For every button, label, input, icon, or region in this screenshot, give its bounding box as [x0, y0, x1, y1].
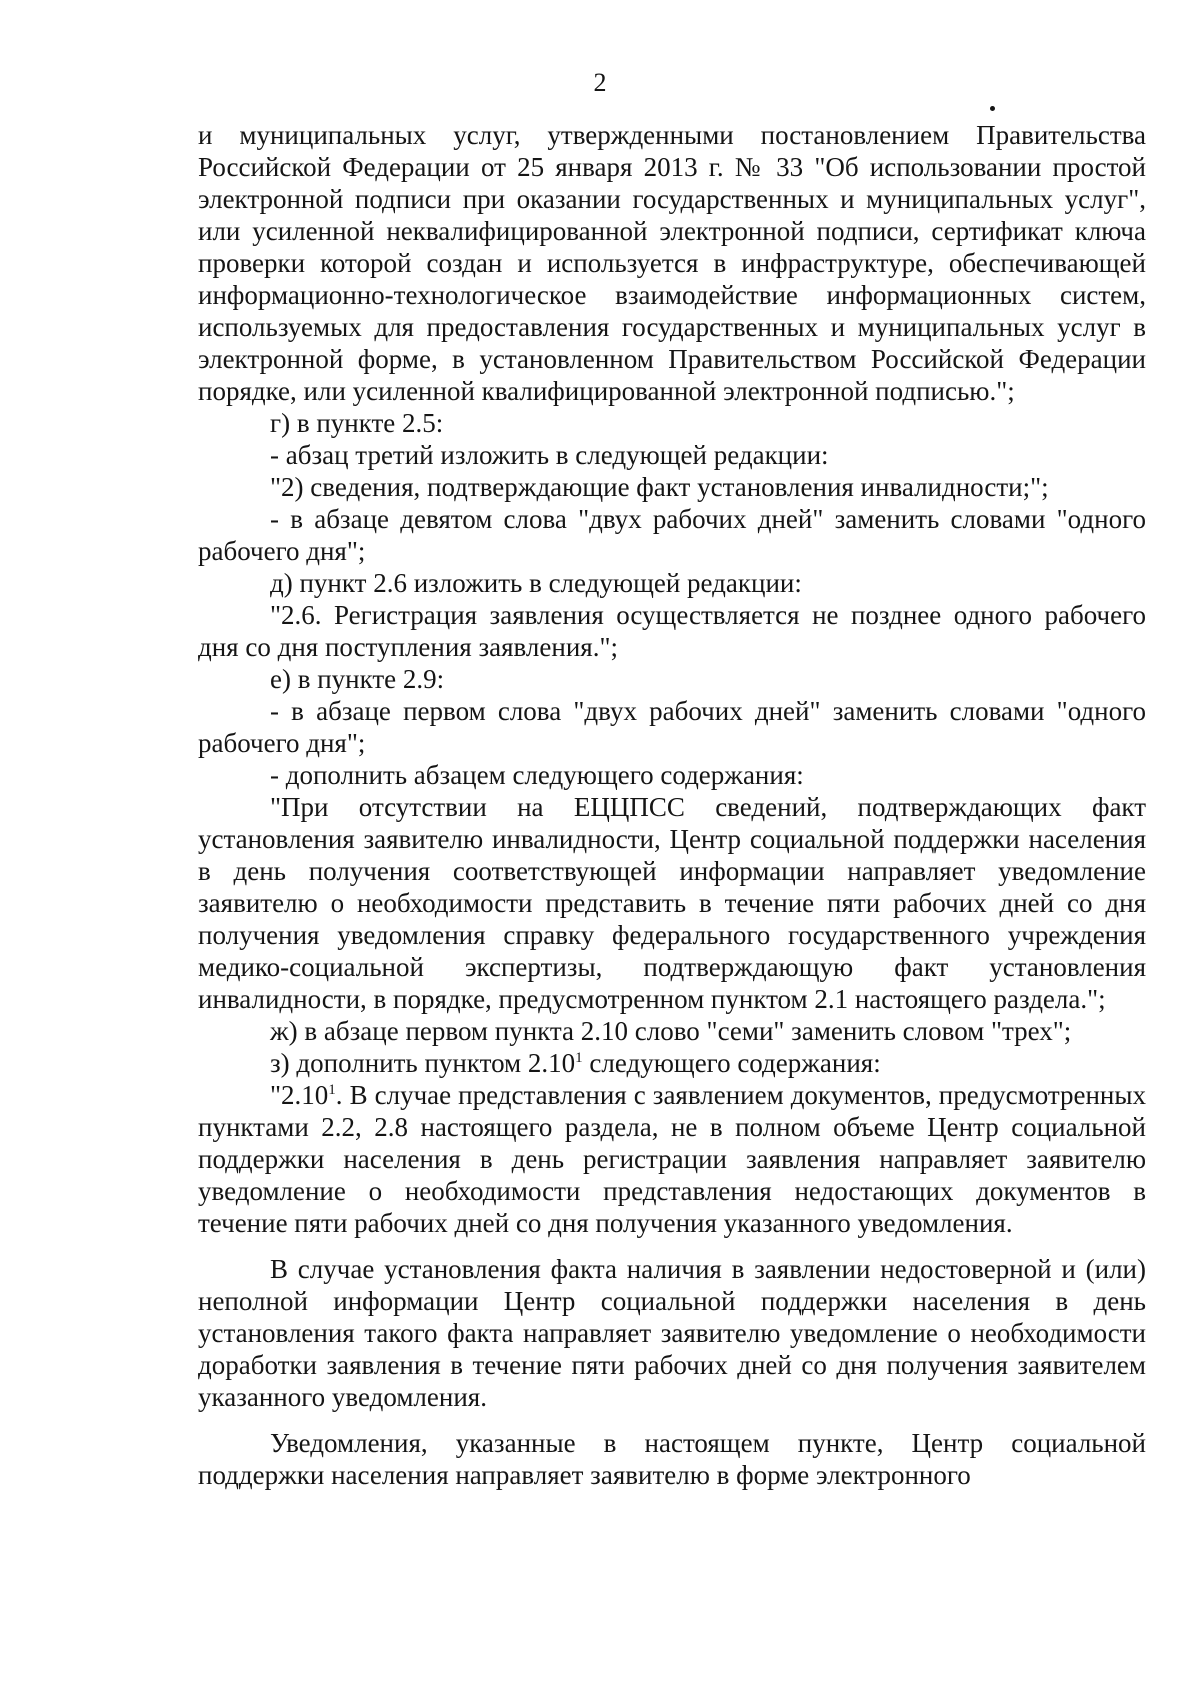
paragraph: е) в пункте 2.9: [270, 664, 445, 694]
paragraph: г) в пункте 2.5: [270, 408, 444, 438]
paragraph [198, 1079, 1146, 1239]
paragraph: - абзац третий изложить в следующей редакции: [270, 440, 829, 470]
document-body [198, 119, 1146, 1491]
paragraph-text: следующего содержания: [582, 1048, 881, 1078]
paragraph-text: "2.10 [270, 1080, 329, 1110]
paragraph: "2) сведения, подтверждающие факт установления инвалидности;"; [270, 472, 1049, 502]
paragraph: ж) в абзаце первом пункта 2.10 слово "семи" заменить словом "трех"; [270, 1016, 1072, 1046]
paragraph: - в абзаце девятом слова "двух рабочих дней" заменить словами "одного рабочего дня"; [198, 504, 1146, 566]
paragraph: и муниципальных услуг, утвержденными постановлением Правительства Российской Федерации от 25 января 2013 г. № 33 "Об использовании простой электронной подписи при оказании государственных и муниципальных услуг", или усиленной неквалифицированной электронной подписи, сертификат ключа проверки которой создан и используется в инфраструктуре, обеспечивающей информационно-технологическое взаимодействие информационных систем, используемых для предоставления государственных и муниципальных услуг в электронной форме, в установленном Правительством Российской Федерации порядке, или усиленной квалифицированной электронной подписью."; [198, 120, 1146, 406]
paragraph [198, 1047, 1146, 1079]
paragraph: - дополнить абзацем следующего содержания: [270, 760, 804, 790]
paragraph-text: з) дополнить пунктом 2.10 [270, 1048, 576, 1078]
superscript: 1 [328, 1082, 336, 1098]
paragraph: д) пункт 2.6 изложить в следующей редакции: [270, 568, 802, 598]
stray-dot-mark [990, 106, 995, 111]
paragraph: Уведомления, указанные в настоящем пункте, Центр социальной поддержки населения направляет заявителю в форме электронного [198, 1428, 1146, 1490]
paragraph: В случае установления факта наличия в заявлении недостоверной и (или) неполной информации Центр социальной поддержки населения в день установления такого факта направляет заявителю уведомление о необходимости доработки заявления в течение пяти рабочих дней со дня получения заявителем указанного уведомления. [198, 1254, 1146, 1412]
paragraph: "При отсутствии на ЕЦЦПСС сведений, подтверждающих факт установления заявителю инвалидности, Центр социальной поддержки населения в день получения соответствующей информации направляет уведомление заявителю о необходимости представить в течение пяти рабочих дней со дня получения уведомления справку федерального государственного учреждения медико-социальной экспертизы, подтверждающую факт установления инвалидности, в порядке, предусмотренном пунктом 2.1 настоящего раздела."; [198, 792, 1146, 1014]
page-number: 2 [593, 68, 607, 97]
superscript: 1 [575, 1050, 583, 1066]
paragraph: "2.6. Регистрация заявления осуществляется не позднее одного рабочего дня со дня поступления заявления."; [198, 600, 1146, 662]
paragraph: - в абзаце первом слова "двух рабочих дней" заменить словами "одного рабочего дня"; [198, 696, 1146, 758]
paragraph-text: . В случае представления с заявлением документов, предусмотренных пунктами 2.2, 2.8 настоящего раздела, не в полном объеме Центр социальной поддержки населения в день регистрации заявления направляет заявителю уведомление о необходимости представления недостающих документов в течение пяти рабочих дней со дня получения указанного уведомления. [198, 1080, 1146, 1238]
